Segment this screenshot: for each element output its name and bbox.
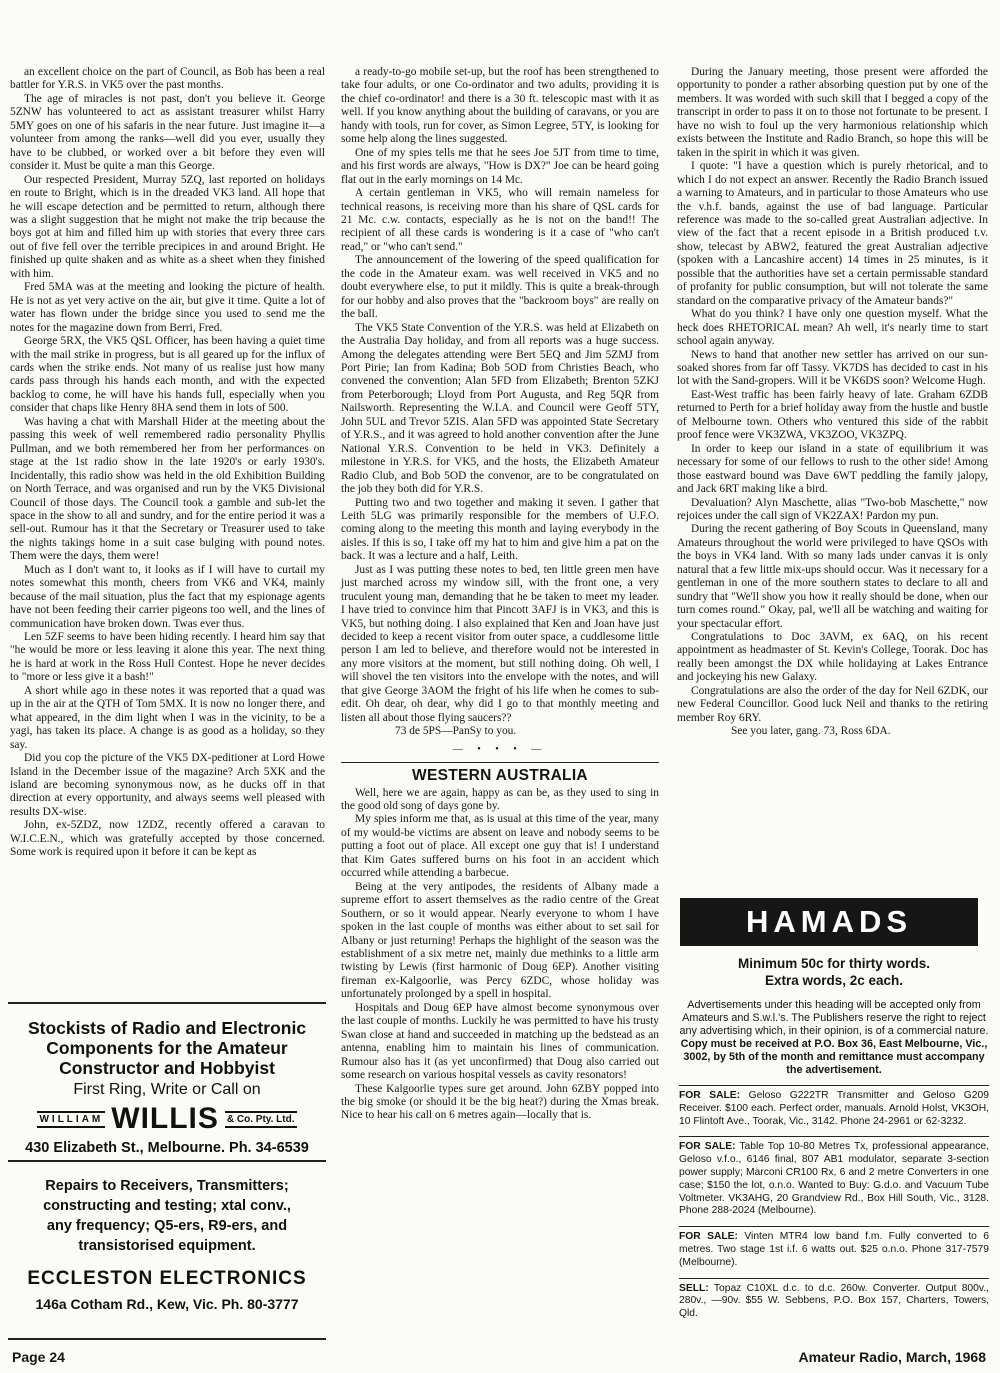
ad-line: Repairs to Receivers, Transmitters; <box>45 1178 289 1194</box>
column-left <box>10 66 325 860</box>
paragraph: During the January meeting, those present were afforded the opportunity to ponder a rather absorbing question put by one of the members. It was worded with such skill that I begged a copy of the transcript in order to pass it on to those not fortunate to be present. I have no wish to foul up the very harmonious relationship which exists between the Institute and Radio Branch, so hope this will be taken in the spirit in which it was given. <box>677 66 988 159</box>
paragraph: Congratulations to Doc 3AVM, ex 6AQ, on his recent appointment as headmaster of St. Kevin's College, Toorak. Doc has really been amongst the DX while holidaying at Lakes Entrance and jockeying his new Galaxy. <box>677 631 988 684</box>
willis-logo <box>8 1102 326 1136</box>
hamads-title: HAMADS <box>680 898 978 946</box>
paragraph: A certain gentleman in VK5, who will remain nameless for technical reasons, is receiving more than his share of QSL cards for 21 Mc. c.w. contacts, especially as he is not on the band!! The recipient of all these cards is wondering is it a case of "who can't read," or "who can't send." <box>341 187 659 253</box>
ad-address: 146a Cotham Rd., Kew, Vic. Ph. 80-3777 <box>35 1296 299 1312</box>
classified-list <box>679 1085 989 1321</box>
classified-text: Vinten MTR4 low band f.m. Fully converted to 6 metres. Two stage 1st i.f. 6 watts out. $25 o.n.o. Phone 317-7579 (Melbourne). <box>679 1231 989 1268</box>
classified-label: SELL: <box>679 1282 709 1294</box>
paragraph: Congratulations are also the order of the day for Neil 6ZDK, our new Federal Councillor. Good luck Neil and thanks to the retiring member Roy 6RY. <box>677 684 988 724</box>
classified-ad <box>679 1136 989 1218</box>
wa-notes-continued <box>677 66 988 725</box>
hamads-price: Extra words, 2c each. <box>764 973 904 988</box>
paragraph: Did you cop the picture of the VK5 DX-peditioner at Lord Howe Island in the December issue of the magazine? Arch 5XK and the island are becoming synonymous now, as he ducks off in that direction at every opportunity, and always seems well pleased with results DX-wise. <box>10 752 325 818</box>
hamads-section <box>679 955 989 1321</box>
paragraph: a ready-to-go mobile set-up, but the roof has been strengthened to take four adults, or one Co-ordinator and two adults, providing it is the chief co-ordinator! and there is a 30 ft. telescopic mast with it as well. If you know anything about the building of caravans, or you are handy with tools, run for cover, as Simon Legree, 5TY, is looking for some help along the lines suggested. <box>341 66 659 146</box>
classified-label: FOR SALE: <box>679 1090 741 1101</box>
hamads-price: Minimum 50c for thirty words. <box>737 956 931 971</box>
ad-line: any frequency; Q5-ers, R9-ers, and <box>46 1218 288 1234</box>
paragraph: A short while ago in these notes it was reported that a quad was up in the air at the QTH of Tom 5MX. It is now no longer there, and what appeared, in the dim light when I was in the vicinity, to be a yagi, has taken its place. A change is as good as a holiday, so they say. <box>10 684 325 751</box>
hamads-intro <box>679 999 989 1077</box>
paragraph: I quote: "I have a question which is purely rhetorical, and to which I do not expect an answer. Recently the Radio Branch issued a warning to Amateurs, and in particular to those Amateurs who use the v.h.f. bands, against the use of bad language. Particular reference was made to the so-called great Australian adjective. In view of the fact that a recent episode in a British produced t.v. show, telecast by ABW2, featured the great Australian adjective (spoken with a Lancashire accent) 14 times in 25 minutes, is it possible that the authorities have set a certain permissable standard of profanity for public consumption, but will not tolerate the same standard on the comparative privacy of the Amateur bands?" <box>677 160 988 307</box>
logo-company: & Co. Pty. Ltd. <box>225 1111 297 1128</box>
paragraph: In order to keep our island in a state of equilibrium it was necessary for some of our fellows to rush to the other side! Among those eastward bound was Dave 6WT peddling the family jalopy, and Jack 6RT making like a bird. <box>677 442 988 496</box>
paragraph: Putting two and two together and making it seven. I gather that Leith 5LG was primarily responsible for the members of U.F.O. coming along to the meeting this month and laying everybody in the aisles. If this is so, I take off my hat to him and give him a pat on the back. It was a lecture and a half, Leith. <box>341 496 659 563</box>
paragraph: Len 5ZF seems to have been hiding recently. I heard him say that "he would be more or less leaving it alone this year. The next thing he is hard at work in the Ross Hull Contest. Hope he never decides to "more or less give it a bash!" <box>10 631 325 684</box>
paragraph: Well, here we are again, happy as can be, as they used to sing in the good old song of days gone by. <box>341 786 659 813</box>
vk5-notes-continued <box>341 66 659 725</box>
ad-address: 430 Elizabeth St., Melbourne. Ph. 34-6539 <box>25 1140 309 1156</box>
publication-date: Amateur Radio, March, 1968 <box>798 1349 986 1365</box>
wa-notes <box>341 787 659 1123</box>
classified-text: Geloso G222TR Transmitter and Geloso G209 Receiver. $100 each. Perfect order, manuals. Arnold Holst, VK3OH, 10 Flintoft Ave., Toorak, Vic., 3142. Phone 24-2961 or 62-3232. <box>679 1090 989 1127</box>
classified-ad <box>679 1085 989 1128</box>
paragraph: During the recent gathering of Boy Scouts in Queensland, many Amateurs throughout the world were privileged to have QSOs with the boys in VK4 land. With so many lads under canvas it is only natural that a few little mix-ups should occur. Was it necessary for a gentleman in one of the more southern states to declare to all and sundry that "We'll show you how it really should be done, when our turn comes round." Okay, pal, we'll all be watching and waiting for your spectacular effort. <box>677 523 988 630</box>
logo-william: WILLIAM <box>37 1111 105 1128</box>
paragraph: an excellent choice on the part of Council, as Bob has been a real battler for Y.R.S. in VK5 over the past months. <box>10 66 325 92</box>
paragraph: Being at the very antipodes, the residents of Albany made a supreme effort to assert themselves as the radio centre of the Great Southern, or so it would appear. Nearly everyone to whom I have spoken in the last couple of months was either about to set sail for Albany or just returning! Perhaps the highlight of the season was the establishment of a six metre net, mainly due methinks to a little arm twisting by Lewis (first harmonic of Doug 6EP). Another visiting fireman ex-Kalgoorlie, was Percy 6ZDC, whose holiday was unfortunately prolonged by a spell in hospital. <box>341 880 659 1001</box>
paragraph: Fred 5MA was at the meeting and looking the picture of health. He is not as yet very active on the air, but give it time. Quite a lot of water has flown under the bridge since you used to send me the notes for the magazine down from Berri, Fred. <box>10 281 325 334</box>
ad-line: Constructor and Hobbyist <box>59 1058 275 1078</box>
paragraph: The age of miracles is not past, don't you believe it. George 5ZNW has volunteered to act as assistant treasurer whilst Harry 5MY goes on one of his safaris in the near future. Just imagine it—a volunteer from among the ranks—well did you ever, usually they have to be clubbed, or worked over a bit before they even will consider it. Must be quite a man this George. <box>10 92 325 173</box>
ad-line: Stockists of Radio and Electronic <box>27 1018 307 1038</box>
paragraph: The VK5 State Convention of the Y.R.S. was held at Elizabeth on the Australia Day holiday, and from all reports was a huge success. Among the delegates attending were Bert 5EQ and Jim 5ZMJ from Port Pirie; Ian from Kadina; Bob 5OD from Christies Beach, who convened the convention; Alan 5FD from Elizabeth; Brenton 5ZKJ from Peterborough; Lloyd from Port Augusta, and Reg 5QR from Nailsworth. Representing the W.I.A. and Council were Geoff 5TY, John 5UL and Trevor 5ZIS. Alan 5FD was appointed State Secretary of Y.R.S., and it was agreed to hold another convention after the June National Y.R.S. Convention to be held in VK3. Definitely a milestone in Y.R.S. for VK5, and the hosts, the Elizabeth Amateur Radio Club, and Bob 5OD the convenor, are to be congratulated on the job they both did for Y.R.S. <box>341 321 659 496</box>
ad-line: transistorised equipment. <box>78 1238 256 1254</box>
classified-ad <box>679 1226 989 1269</box>
heading-western-australia: WESTERN AUSTRALIA <box>412 767 588 785</box>
paragraph: George 5RX, the VK5 QSL Officer, has been having a quiet time with the mail strike in progress, but is all geared up for the influx of cards when the strike ends. Not many of us realise just how many cards pass through his hands each month, and with the expected backlog to come, he will have his hands full, especially when you consider that chaps like Henry 8HA send them in lots of 500. <box>10 335 325 415</box>
column-middle <box>341 66 659 1123</box>
page-number: Page 24 <box>12 1349 65 1365</box>
classified-label: FOR SALE: <box>679 1141 736 1153</box>
logo-willis: WILLIS <box>111 1102 219 1135</box>
paragraph: Just as I was putting these notes to bed, ten little green men have just marched across my window sill, with the front one, a very truculent young man, demanding that he be taken to meet my leader. I have tried to convince him that Pincott 3AFJ is in VK3, and this is VK5, but nothing doing. I also explained that Ken and Joan have just decided to keep a recent visitor from outer space, a cuddlesome little person I am led to believe, and therefore would not be interested in any more visitors at the moment, but still nothing doing. Oh well, I will shovel the ten visitors into the envelope with the notes, and will that give George 3AOM the fright of his life when he comes to sub-edit. Oh dear, oh dear, why did I go to that monthly meeting and listen all about those flying saucers?? <box>341 563 659 724</box>
classified-ad <box>679 1278 989 1321</box>
advert-eccleston <box>8 1170 326 1340</box>
classified-label: FOR SALE: <box>679 1231 738 1243</box>
paragraph: These Kalgoorlie types sure get around. John 6ZBY popped into the big smoke (or should it be the big heat?) during the Xmas break. Nice to hear his call on 6 metres again—locally that is. <box>341 1082 659 1122</box>
paragraph: John, ex-5ZDZ, now 1ZDZ, recently offered a caravan to W.I.C.E.N., which was gratefully accepted by those concerned. Some work is required upon it before it can be kept as <box>10 819 325 859</box>
paragraph: Much as I don't want to, it looks as if I will have to curtail my notes somewhat this month, cheers from VK6 and VK4, mainly because of the mail situation, plus the fact that my espionage agents have not been feeding their carrier pigeons too well, and the lines of communication have broken down. Twas ever thus. <box>10 563 325 630</box>
hamads-intro-bold: Copy must be received at P.O. Box 36, East Melbourne, Vic., 3002, by 5th of the month and remittance must accompany the advertisement. <box>680 1038 988 1076</box>
paragraph: One of my spies tells me that he sees Joe 5JT from time to time, and his first words are always, "How is DX?" Joe can be heard going flat out in the early mornings on 14 Mc. <box>341 146 659 186</box>
signature-6da: See you later, gang. 73, Ross 6DA. <box>731 725 891 738</box>
paragraph: The announcement of the lowering of the speed qualification for the code in the Amateur exam. was well received in VK5 and no doubt everywhere else, to put it mildly. This is quite a break-through for our hobby and also proves that the "backroom boys" are really on the ball. <box>341 254 659 321</box>
paragraph: Devaluation? Alyn Maschette, alias "Two-bob Maschette," now rejoices under the call sign of VK2ZAX! Pardon my pun. <box>677 496 988 522</box>
paragraph: Hospitals and Doug 6EP have almost become synonymous over the last couple of months. Luckily he was permitted to have his trusty Swan close at hand and succeeded in matching up the bedstead as an antenna, enabling him to maintain his lines of communication. Rumour also has it (as yet unconfirmed) that Doug also carried out some research on various hospital vessels as cavity resonators! <box>341 1001 659 1082</box>
paragraph: News to hand that another new settler has arrived on our sun-soaked shores from far off Tassy. VK7DS has decided to cast in his lot with the Sand-gropers. Will it be VK6DS soon? Welcome Hugh. <box>677 348 988 388</box>
paragraph: My spies inform me that, as is usual at this time of the year, many of my would-be victims are absent on leave and nobody seems to be putting a foot out of place. All except one guy that is! I understand that Kim Gates suffered burns on his foot in an accident which occurred while attending a barbecue. <box>341 813 659 880</box>
paragraph: Our respected President, Murray 5ZQ, last reported on holidays en route to Bright, which is in the dreaded VK3 land. All hope that he will escape detection and be permitted to return, although there was a slight suggestion that he might not make the trip because the boys got at him and filled him up with stories that every three cars out of five fell over the terrible precipices in and around Bright. He finished up quite shaken and as white as a sheet when they finished with him. <box>10 173 325 280</box>
ad-line: constructing and testing; xtal conv., <box>43 1198 291 1214</box>
paragraph: What do you think? I have only one question myself. What the heck does RHETORICAL mean? Ah well, it's nearly time to start school again anyway. <box>677 308 988 348</box>
classified-text: Topaz C10XL d.c. to d.c. 260w. Converter. Output 800v., 280v., —90v. $55 W. Sebbens, P.O. Box 157, Charters, Towers, Qld. <box>679 1282 989 1320</box>
column-right <box>677 66 988 739</box>
ad-company-name: ECCLESTON ELECTRONICS <box>27 1268 307 1289</box>
advert-willis <box>8 1002 326 1162</box>
divider <box>341 762 659 763</box>
signature-5ps: 73 de 5PS—PanSy to you. <box>395 725 517 738</box>
paragraph: East-West traffic has been fairly heavy of late. Graham 6ZDB returned to Perth for a brief holiday away from the hustle and bustle of Melbourne town. Others who ventured this side of the rabbit proof fence were VK3ZWA, VK3ZOO, VK3ZPQ. <box>677 388 988 442</box>
ad-line: Components for the Amateur <box>46 1038 288 1058</box>
section-separator: — • • • — <box>452 743 548 755</box>
paragraph: Was having a chat with Marshall Hider at the meeting about the passing this week of well remembered radio personality Phyllis Pullman, and we both remembered her from her performances on stage at the 1st radio show in the late 1920's or early 1930's. Incidentally, this radio show was held in the old Exhibition Building on North Terrace, and was organised and run by the VK5 Divisional Council of those days. The Council took a gamble and sub-let the space in the show to all and sundry, and for the entire period it was a sell-out. Rumour has it that the Secretary or Treasurer used to take the nights takings home in a suit case bulging with pound notes. Them were the days, them were! <box>10 415 325 563</box>
classified-text: Table Top 10-80 Metres Tx, professional appearance, Geloso v.f.o., 6146 final, 807 AB1 modulator, separate 3-section power supply; Marconi CR100 Rx, 6 and 2 metre Converters in one case; $150 the lot, o.n.o. Wanted to Buy: G.d.o. and Vacuum Tube Voltmeter. VK3AHG, 20 Grandview Rd., Box Hill South, Vic., 3128. Phone 288-2024 (Melbourne). <box>679 1141 989 1217</box>
hamads-intro-text: Advertisements under this heading will be accepted only from Amateurs and S.w.l.'s. The Publishers reserve the right to reject any advertising which, in their opinion, is of a commercial nature. <box>679 999 989 1037</box>
ad-line: First Ring, Write or Call on <box>73 1081 261 1098</box>
